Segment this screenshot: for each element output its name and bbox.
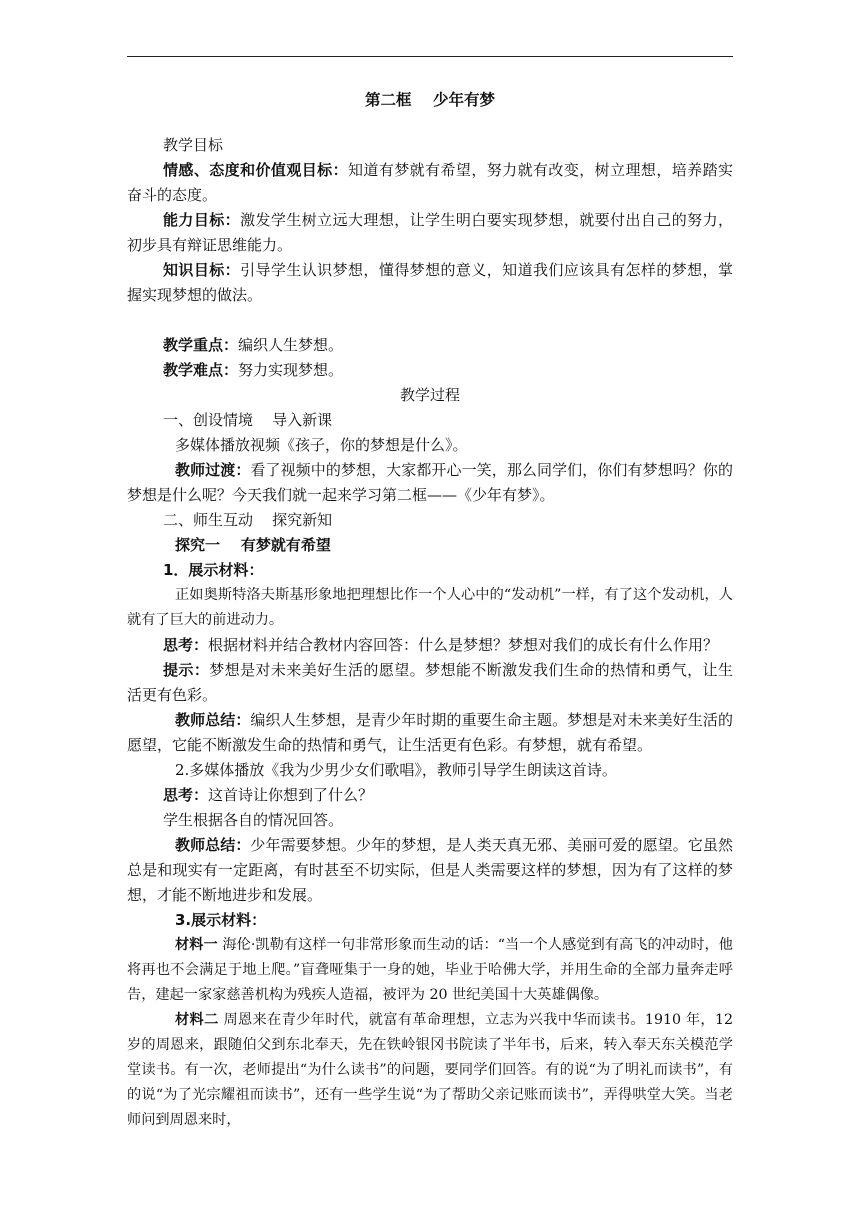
objective-knowledge-label: 知识目标： xyxy=(163,261,241,279)
hint xyxy=(127,658,733,708)
think-one xyxy=(127,633,733,658)
document-body xyxy=(127,88,733,1133)
objective-emotion-label: 情感、态度和价值观目标： xyxy=(163,161,348,179)
teacher-transition-text: 看了视频中的梦想，大家都开心一笑，那么同学们，你们有梦想吗？你的梦想是什么呢？今天我们就一起来学习第二框——《少年有梦》。 xyxy=(127,461,733,504)
hint-label: 提示： xyxy=(163,661,210,679)
item-three-heading: 3.展示材料： xyxy=(175,911,267,929)
video-line: 多媒体播放视频《孩子，你的梦想是什么》。 xyxy=(175,436,468,454)
objective-ability xyxy=(127,208,733,258)
think-two-text: 这首诗让你想到了什么？ xyxy=(208,786,374,804)
spacer xyxy=(127,308,733,333)
think-one-label: 思考： xyxy=(163,636,209,654)
material-a xyxy=(127,933,733,1008)
objective-knowledge-text: 引导学生认识梦想，懂得梦想的意义，知道我们应该具有怎样的梦想，掌握实现梦想的做法。 xyxy=(127,261,733,304)
difficult-point xyxy=(127,358,733,383)
objective-ability-label: 能力目标： xyxy=(163,211,241,229)
difficult-point-text: 努力实现梦想。 xyxy=(238,361,344,379)
summary-one xyxy=(127,708,733,758)
material-b xyxy=(127,1008,733,1133)
objective-ability-text: 激发学生树立远大理想，让学生明白要实现梦想，就要付出自己的努力，初步具有辩证思维能力。 xyxy=(127,211,733,254)
teacher-transition xyxy=(127,458,733,508)
summary-one-label: 教师总结： xyxy=(175,711,251,729)
document-title: 第二框 少年有梦 xyxy=(364,91,496,109)
key-point-text: 编织人生梦想。 xyxy=(238,336,344,354)
think-two xyxy=(127,783,733,808)
item-one-heading: 1．展示材料： xyxy=(163,561,264,579)
process-heading: 教学过程 xyxy=(399,386,460,404)
think-one-text: 根据材料并结合教材内容回答：什么是梦想？梦想对我们的成长有什么作用？ xyxy=(208,636,719,654)
summary-two-text: 少年需要梦想。少年的梦想，是人类天真无邪、美丽可爱的愿望。它虽然总是和现实有一定距离，有时甚至不切实际，但是人类需要这样的梦想，因为有了这样的梦想，才能不断地进步和发展。 xyxy=(127,836,733,904)
header-rule xyxy=(127,56,733,57)
material-b-label: 材料二 xyxy=(175,1012,219,1028)
section-one-heading: 一、创设情境 导入新课 xyxy=(163,411,333,429)
material-one-text: 正如奥斯特洛夫斯基形象地把理想比作一个人心中的“发动机”一样，有了这个发动机，人就有了巨大的前进动力。 xyxy=(127,587,733,628)
material-a-label: 材料一 xyxy=(175,937,218,953)
objective-knowledge xyxy=(127,258,733,308)
summary-two-label: 教师总结： xyxy=(175,836,251,854)
think-two-label: 思考： xyxy=(163,786,209,804)
material-b-text: 周恩来在青少年时代，就富有革命理想，立志为兴我中华而读书。1910 年，12 岁的周恩来，跟随伯父到东北奉天，先在铁岭银冈书院读了半年书，后来，转入奉天东关模范学堂读书。有一次，老师提出“为什么读书”的问题，要同学们回答。有的说“为了明礼而读书”，有的说“为了光宗耀祖而读书”，还有一些学生说“为了帮助父亲记账而读书”，弄得哄堂大笑。当老师问到周恩来时， xyxy=(127,1012,733,1128)
difficult-point-label: 教学难点： xyxy=(163,361,239,379)
students-answer: 学生根据各自的情况回答。 xyxy=(163,811,344,829)
material-a-text: 海伦·凯勒有这样一句非常形象而生动的话：“当一个人感觉到有高飞的冲动时，他将再也不会满足于地上爬。”盲聋哑集于一身的她，毕业于哈佛大学，并用生命的全部力量奔走呼告，建起一家家慈善机构为残疾人造福，被评为 20 世纪美国十大英雄偶像。 xyxy=(127,937,733,1003)
key-point-label: 教学重点： xyxy=(163,336,239,354)
item-two: 2.多媒体播放《我为少男少女们歌唱》，教师引导学生朗读这首诗。 xyxy=(175,761,617,779)
summary-two xyxy=(127,833,733,908)
objective-emotion-text: 知道有梦就有希望，努力就有改变，树立理想，培养踏实奋斗的态度。 xyxy=(127,161,733,204)
teacher-transition-label: 教师过渡： xyxy=(175,461,251,479)
explore-one-heading: 探究一 有梦就有希望 xyxy=(175,536,331,554)
key-point xyxy=(127,333,733,358)
objectives-heading: 教学目标 xyxy=(163,136,224,154)
section-two-heading: 二、师生互动 探究新知 xyxy=(163,511,333,529)
hint-text: 梦想是对未来美好生活的愿望。梦想能不断激发我们生命的热情和勇气，让生活更有色彩。 xyxy=(127,661,733,704)
objective-emotion xyxy=(127,158,733,208)
summary-one-text: 编织人生梦想，是青少年时期的重要生命主题。梦想是对未来美好生活的愿望，它能不断激发生命的热情和勇气，让生活更有色彩。有梦想，就有希望。 xyxy=(127,711,733,754)
